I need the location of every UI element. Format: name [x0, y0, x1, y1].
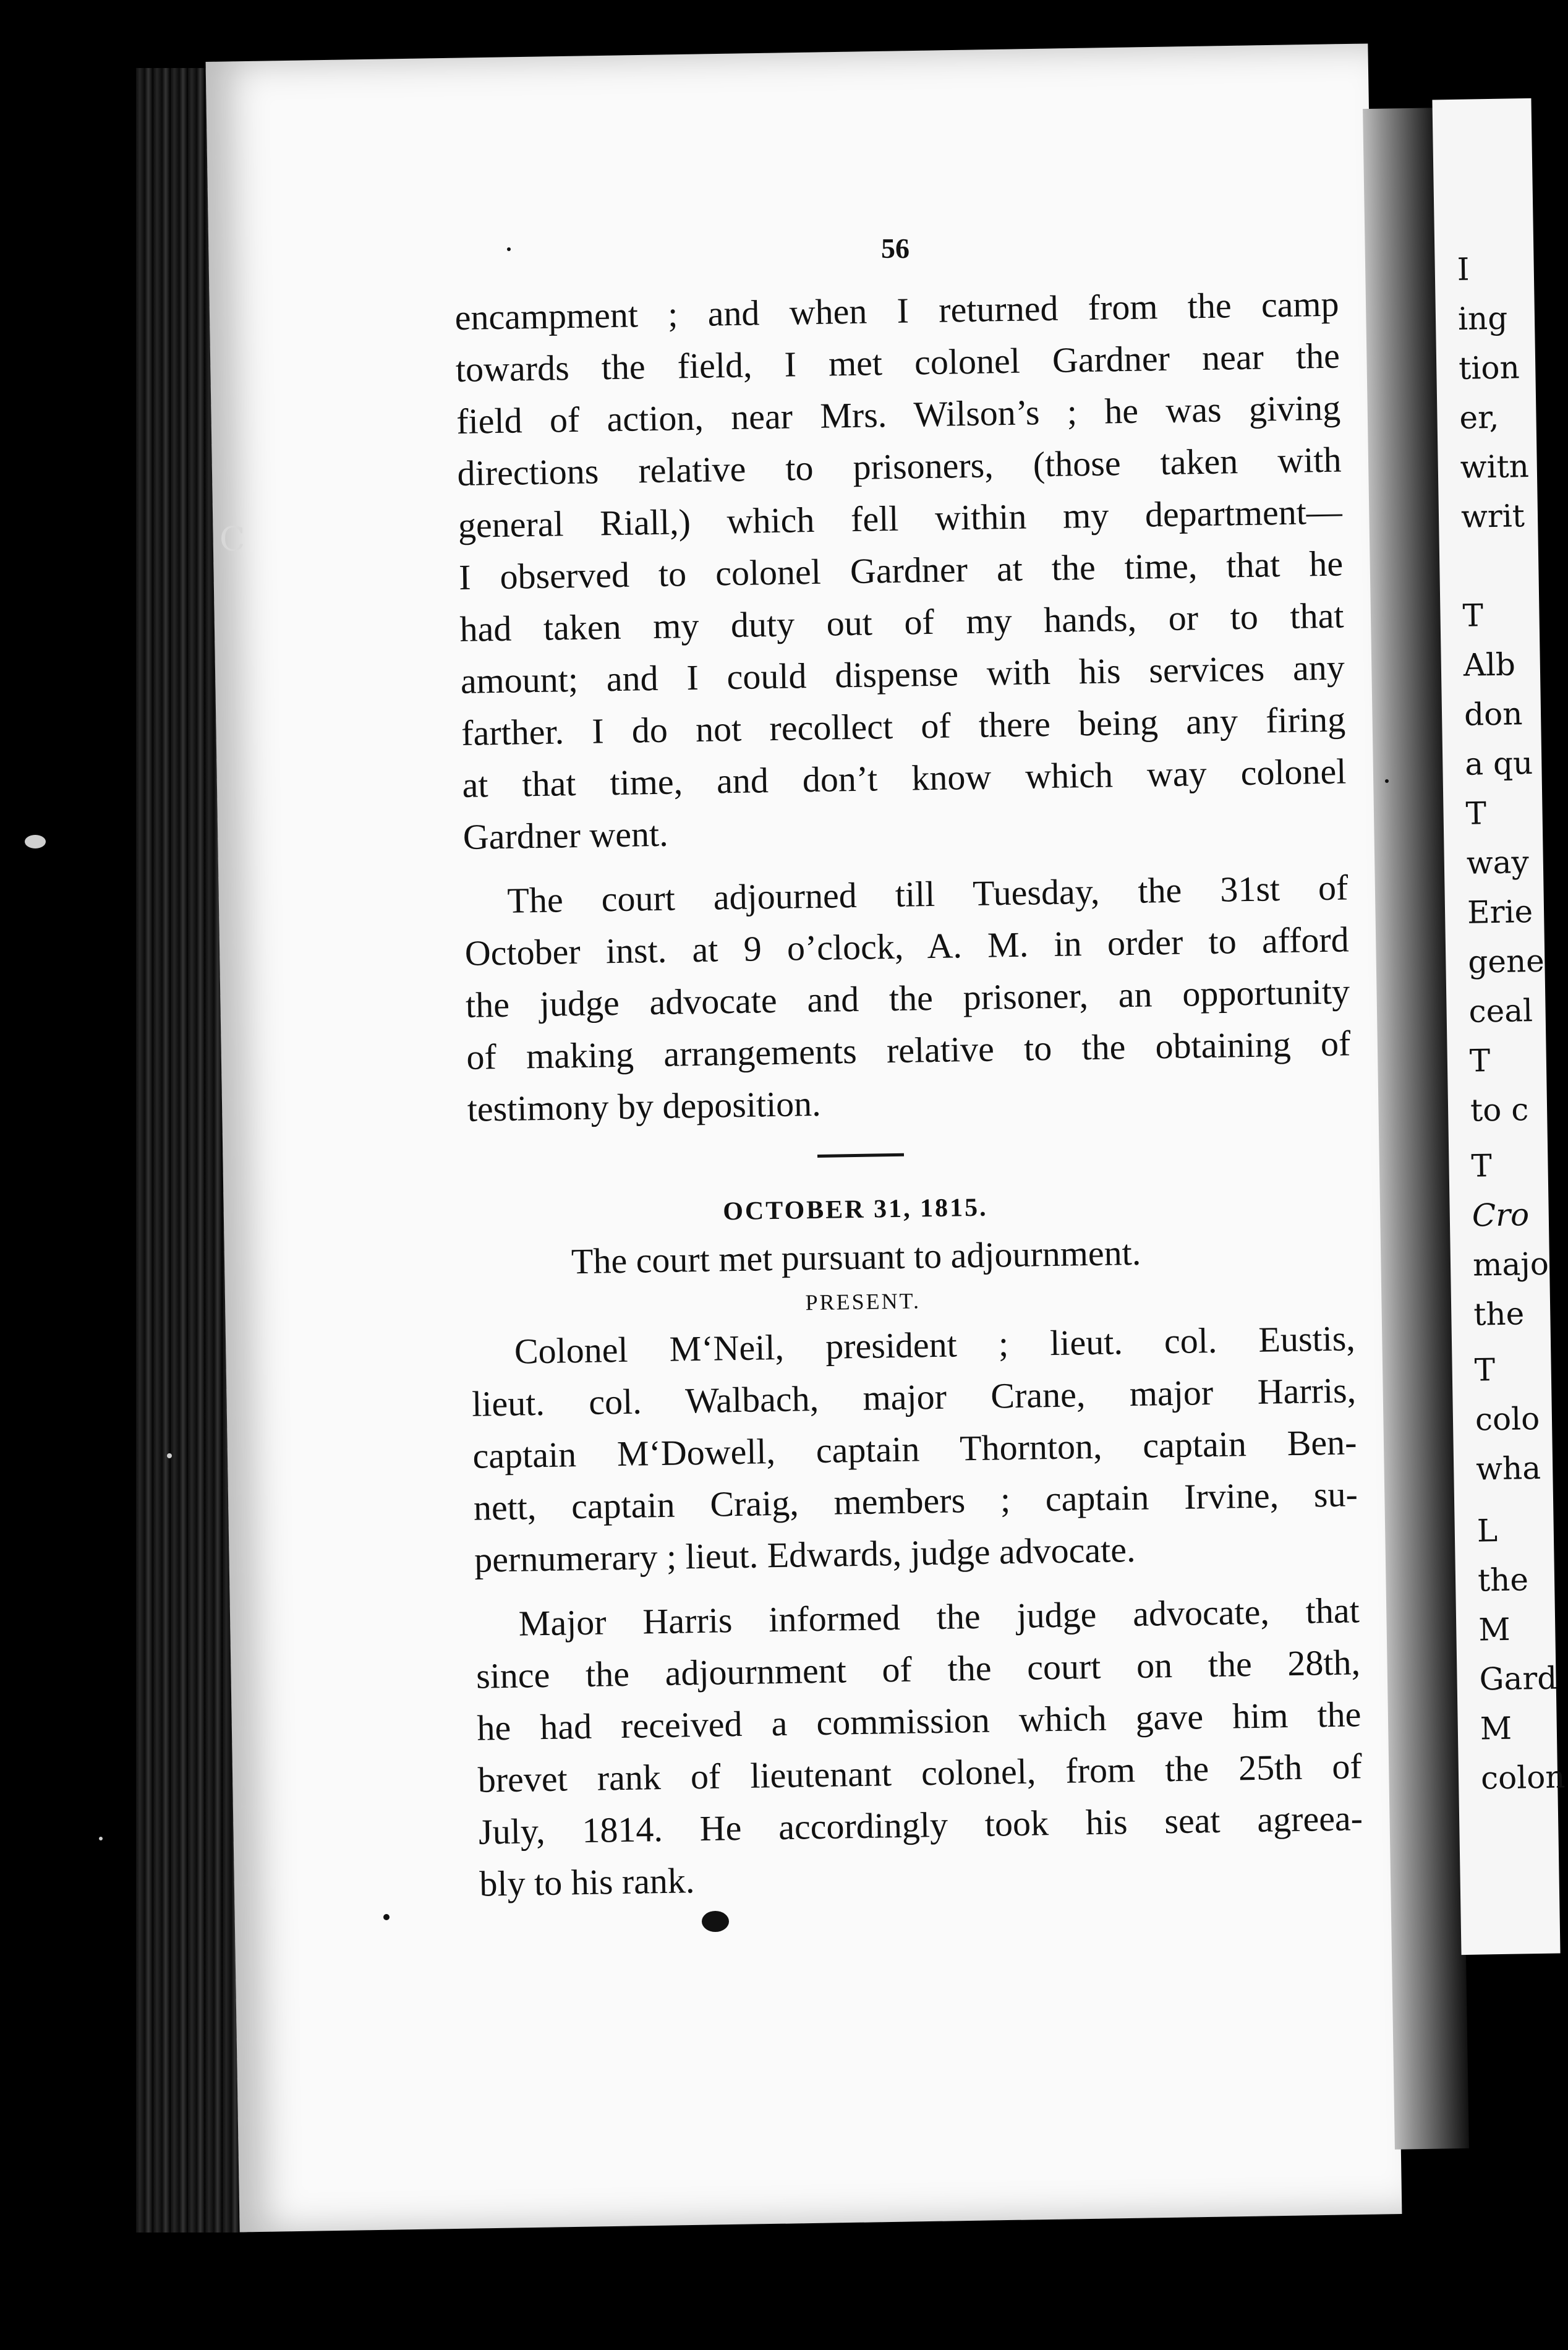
text-line: Colonel M‘Neil, president ; lieut. col. Eustis, — [514, 1318, 1356, 1372]
facing-page-text-fragment: a qu — [1464, 745, 1533, 782]
facing-page-text-fragment: M — [1478, 1611, 1510, 1648]
testimony-paragraph — [454, 278, 1347, 863]
facing-page-text-fragment: ing — [1457, 300, 1508, 337]
text-line: of making arrangements relative to the obtaining of — [466, 1023, 1351, 1077]
facing-page-text-fragment: Gard — [1479, 1660, 1557, 1698]
facing-page-text-fragment: the — [1473, 1296, 1525, 1333]
scan-speck — [1385, 779, 1389, 783]
present-heading: PRESENT. — [805, 1288, 921, 1315]
facing-page-text-fragment: Erie — [1467, 894, 1533, 931]
facing-page-text-fragment: I — [1457, 251, 1470, 288]
facing-page-text-fragment: majo — [1472, 1246, 1549, 1283]
section-divider-rule — [817, 1153, 904, 1158]
facing-page-text-fragment: T — [1474, 1352, 1496, 1388]
text-line: had taken my duty out of my hands, or to that — [459, 595, 1344, 649]
text-line: testimony by deposition. — [467, 1083, 822, 1129]
date-heading: OCTOBER 31, 1815. — [722, 1193, 988, 1226]
text-line: since the adjournment of the court on the 28th, — [475, 1642, 1361, 1696]
facing-page-text-fragment: Cro — [1472, 1197, 1530, 1234]
facing-page-text-fragment: colon — [1480, 1759, 1566, 1797]
scan-speck — [507, 247, 511, 251]
facing-page-text-fragment: T — [1462, 597, 1484, 634]
text-line: nett, captain Craig, members ; captain Irvine, su- — [473, 1474, 1358, 1528]
scan-speck — [383, 1914, 390, 1920]
facing-page-text-fragment: T — [1465, 795, 1487, 832]
text-line: field of action, near Mrs. Wilson’s ; he was giving — [456, 387, 1341, 442]
text-line: amount; and I could dispense with his services any — [460, 647, 1345, 701]
text-line: directions relative to prisoners, (those taken with — [457, 439, 1342, 494]
facing-page-text-fragment: writ — [1460, 498, 1525, 535]
text-line: Major Harris informed the judge advocate, that — [518, 1590, 1360, 1644]
facing-page-text-fragment: er, — [1459, 399, 1499, 436]
text-line: the judge advocate and the prisoner, an opportunity — [465, 971, 1350, 1025]
text-line: towards the field, I met colonel Gardner near the — [455, 335, 1340, 390]
facing-page-text-fragment: tion — [1458, 349, 1520, 387]
text-line: captain M‘Dowell, captain Thornton, captain Ben- — [472, 1422, 1357, 1476]
text-line: general Riall,) which fell within my department— — [458, 491, 1343, 545]
text-line: pernumerary ; lieut. Edwards, judge advocate. — [474, 1529, 1136, 1580]
adjournment-paragraph — [464, 861, 1352, 1135]
text-line: July, 1814. He accordingly took his seat agreea- — [478, 1798, 1363, 1852]
text-line: I observed to colonel Gardner at the time, that he — [458, 543, 1344, 597]
harris-paragraph — [475, 1584, 1364, 1910]
court-met-line: The court met pursuant to adjournment. — [571, 1232, 1141, 1282]
scan-speck — [99, 1837, 103, 1840]
facing-page-text-fragment: T — [1471, 1148, 1493, 1184]
text-line: farther. I do not recollect of there being any firing — [461, 699, 1346, 753]
facing-page-text-fragment: don — [1464, 696, 1523, 733]
text-line: brevet rank of lieutenant colonel, from the 25th of — [477, 1746, 1363, 1800]
scan-speck — [25, 835, 46, 848]
facing-page-text-fragment: ceal — [1468, 993, 1533, 1030]
text-line: October inst. at 9 o’clock, A. M. in order to afford — [464, 919, 1350, 973]
facing-page-text-fragment: witn — [1460, 448, 1530, 485]
page-body — [454, 278, 1364, 1910]
text-line: bly to his rank. — [479, 1860, 695, 1904]
ink-blot — [702, 1911, 729, 1932]
facing-page-text-fragment: T — [1469, 1043, 1491, 1079]
facing-page-text-fragment: the — [1477, 1562, 1529, 1599]
page-number: 56 — [881, 233, 910, 264]
text-line: he had received a commission which gave him the — [476, 1694, 1361, 1748]
facing-page-text-fragment: Alb — [1463, 646, 1516, 683]
scan-speck — [167, 1453, 172, 1458]
facing-page-text-fragment: colo — [1475, 1400, 1540, 1438]
text-line: Gardner went. — [462, 813, 669, 857]
facing-page-text-fragment: to c — [1470, 1092, 1529, 1129]
facing-page-text-fragment: wha — [1475, 1450, 1541, 1487]
text-line: The court adjourned till Tuesday, the 31st of — [506, 867, 1349, 921]
text-line: lieut. col. Walbach, major Crane, major Harris, — [471, 1370, 1357, 1424]
facing-page-text-fragment: L — [1476, 1513, 1498, 1549]
present-paragraph — [471, 1312, 1358, 1586]
text-line: at that time, and don’t know which way colonel — [462, 751, 1347, 805]
facing-page-text-fragment: way — [1466, 844, 1530, 881]
text-line: encampment ; and when I returned from the camp — [454, 283, 1339, 338]
margin-bracket-mark: C — [219, 519, 245, 558]
facing-page-text-fragment: gene — [1467, 942, 1545, 980]
facing-page-text-fragment: M — [1480, 1710, 1512, 1747]
